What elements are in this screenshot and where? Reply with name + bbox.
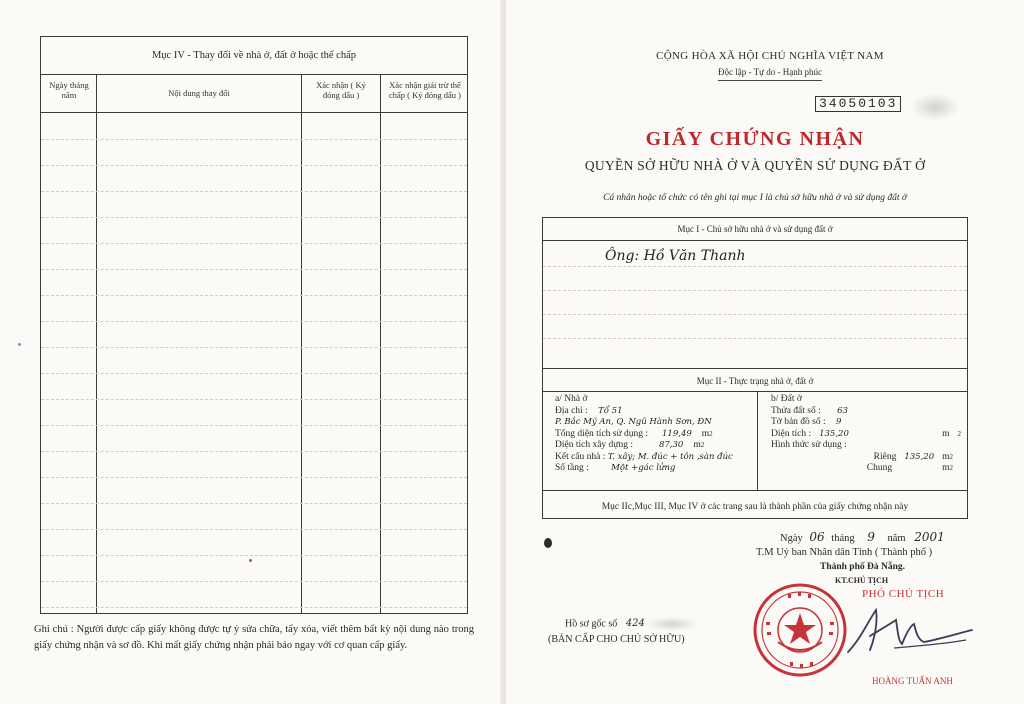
ink-spot xyxy=(544,538,552,548)
copy-note: (BẢN CẤP CHO CHỦ SỞ HỮU) xyxy=(548,634,685,645)
ruled-line xyxy=(41,503,467,504)
floors-label: Số tầng : xyxy=(555,463,589,473)
ruled-line xyxy=(41,607,467,608)
floor-area-value: 119,49 xyxy=(662,428,692,439)
plot-value: 63 xyxy=(837,405,848,416)
authority: T.M Uỷ ban Nhân dân Tỉnh ( Thành phố ) xyxy=(756,547,933,558)
issue-date xyxy=(780,530,945,544)
unit: m xyxy=(942,451,950,462)
ruled-line xyxy=(41,243,467,244)
land-info xyxy=(771,394,961,475)
ruled-line xyxy=(41,555,467,556)
national-title: CỘNG HÒA XÃ HỘI CHỦ NGHĨA VIỆT NAM xyxy=(656,50,884,62)
floor-area-label: Tổng diện tích sử dụng : xyxy=(555,428,649,439)
motto-underline xyxy=(718,80,822,81)
unit-exponent: 2 xyxy=(949,464,953,472)
unit-exponent: 2 xyxy=(700,441,705,449)
floors-value: Một +gác lửng xyxy=(611,463,676,473)
house-heading: a/ Nhà ở xyxy=(555,394,588,404)
unit: m xyxy=(701,428,710,439)
map-value: 9 xyxy=(836,417,842,427)
day-value: 06 xyxy=(809,530,825,544)
year-value: 2001 xyxy=(914,530,945,544)
ruled-line xyxy=(41,217,467,218)
column-confirm: Xác nhận ( Ký đóng dấu ) xyxy=(316,80,366,100)
structure-label: Kết cấu nhà : xyxy=(555,451,606,462)
city: Thành phố Đà Nẵng. xyxy=(820,562,906,572)
certificate-number: 34050103 xyxy=(815,96,901,112)
usage-label: Hình thức sử dụng : xyxy=(771,440,847,450)
house-info xyxy=(555,394,753,475)
divider xyxy=(543,490,967,491)
address-line2: P. Bắc Mỹ An, Q. Ngũ Hành Sơn, ĐN xyxy=(555,417,712,427)
column-divider xyxy=(757,392,758,490)
address-label: Địa chỉ : xyxy=(555,405,588,416)
ruled-line xyxy=(41,581,467,582)
divider xyxy=(543,240,967,241)
ruled-line xyxy=(41,399,467,400)
record-value: 424 xyxy=(625,618,645,630)
plot-label: Thửa đất số : xyxy=(771,405,821,416)
page-mark xyxy=(18,343,21,346)
day-label: Ngày xyxy=(780,533,803,544)
land-area-label: Diện tích : xyxy=(771,428,812,439)
unit: m xyxy=(693,440,701,450)
address-line1: Tổ 51 xyxy=(598,405,623,416)
section-ii-title: Mục II - Thực trạng nhà ở, đất ở xyxy=(696,376,814,386)
dotted-line xyxy=(543,314,967,315)
certificate-intro: Cá nhân hoặc tổ chức có tên ghi tại mục I là chủ sở hữu nhà ở và sử dụng đất ở xyxy=(603,193,907,203)
ink-spot xyxy=(249,559,252,562)
built-area-row xyxy=(555,440,753,452)
section-iv-rows xyxy=(41,113,467,613)
ruled-line xyxy=(41,347,467,348)
shared-label: Chung xyxy=(866,463,893,473)
month-label: tháng xyxy=(831,533,855,544)
redacted-blur xyxy=(647,617,697,631)
ruled-line xyxy=(41,451,467,452)
column-date: Ngày tháng năm xyxy=(49,80,89,100)
structure-row xyxy=(555,452,753,464)
column-release: Xác nhận giải trừ thế chấp ( Ký đóng dấu ) xyxy=(389,80,461,100)
ruled-line xyxy=(41,373,467,374)
ruled-line xyxy=(41,269,467,270)
left-page xyxy=(0,0,505,704)
dotted-line xyxy=(543,266,967,267)
unit-exponent: 2 xyxy=(709,429,713,438)
motto: Độc lập - Tự do - Hạnh phúc xyxy=(718,67,822,77)
section-i-title: Mục I - Chủ sở hữu nhà ở và sử dụng đất ở xyxy=(677,224,833,234)
floor-area-row xyxy=(555,429,753,441)
map-label: Tờ bản đồ số : xyxy=(771,417,826,427)
note-text: Ghi chú : Người được cấp giấy không được tự ý sửa chữa, tẩy xóa, viết thêm bất kỳ nội dung nào trong giấy chứng nhận và sơ đồ. Khi mất giấy chứng nhận phải báo ngay với cơ quan cấp giấy. xyxy=(34,624,474,651)
record-label: Hồ sơ gốc số xyxy=(565,618,618,630)
built-area-label: Diện tích xây dựng : xyxy=(555,440,633,450)
private-label: Riêng xyxy=(873,451,897,462)
column-change: Nội dung thay đổi xyxy=(168,88,230,98)
certificate-box xyxy=(542,217,968,519)
vice-chairman-title: PHÓ CHỦ TỊCH xyxy=(862,588,945,600)
built-area-value: 87,30 xyxy=(658,440,684,450)
ruled-line xyxy=(41,529,467,530)
record-number xyxy=(565,617,697,631)
land-heading: b/ Đất ở xyxy=(771,394,802,404)
structure-value: T. xây; M. đúc + tôn ,sàn đúc xyxy=(607,451,733,462)
year-label: năm xyxy=(887,533,906,544)
ruled-line xyxy=(41,165,467,166)
private-value: 135,20 xyxy=(904,451,935,462)
divider xyxy=(543,391,967,392)
owner-name: Ông: Hồ Văn Thanh xyxy=(605,248,746,264)
unit: m xyxy=(942,463,950,473)
section-iv-title: Mục IV - Thay đổi về nhà ở, đất ở hoặc thế chấp xyxy=(41,37,467,75)
chairman-title: KT.CHỦ TỊCH xyxy=(835,576,889,585)
section-iv-header xyxy=(41,75,467,113)
private-row xyxy=(771,452,961,464)
floors-row xyxy=(555,463,753,475)
certificate-subtitle: QUYỀN SỞ HỮU NHÀ Ở VÀ QUYỀN SỬ DỤNG ĐẤT Ở xyxy=(584,158,926,173)
section-iv-table xyxy=(40,36,468,614)
ruled-line xyxy=(41,321,467,322)
signature-icon xyxy=(840,600,980,664)
dotted-line xyxy=(543,338,967,339)
month-value: 9 xyxy=(867,530,875,544)
ruled-line xyxy=(41,139,467,140)
unit: m xyxy=(942,428,950,439)
plot-row xyxy=(771,406,961,418)
sections-note: Mục IIc,Mục III, Mục IV ở các trang sau là thành phần của giấy chứng nhận này xyxy=(601,502,909,512)
address-row xyxy=(555,406,753,418)
shared-row xyxy=(771,463,961,475)
ruled-line xyxy=(41,425,467,426)
ruled-line xyxy=(41,477,467,478)
official-seal-icon xyxy=(752,582,848,678)
land-area-row xyxy=(771,429,961,441)
land-area-value: 135,20 xyxy=(819,428,849,439)
unit-exponent: 2 xyxy=(949,452,953,461)
signer-name: HOÀNG TUẤN ANH xyxy=(872,676,953,686)
divider xyxy=(543,368,967,369)
ruled-line xyxy=(41,295,467,296)
map-row xyxy=(771,417,961,429)
shared-value xyxy=(900,463,942,475)
smudge xyxy=(910,93,960,121)
ruled-line xyxy=(41,191,467,192)
dotted-line xyxy=(543,290,967,291)
certificate-title: GIẤY CHỨNG NHẬN xyxy=(645,128,865,150)
unit-exponent: 2 xyxy=(957,429,961,438)
